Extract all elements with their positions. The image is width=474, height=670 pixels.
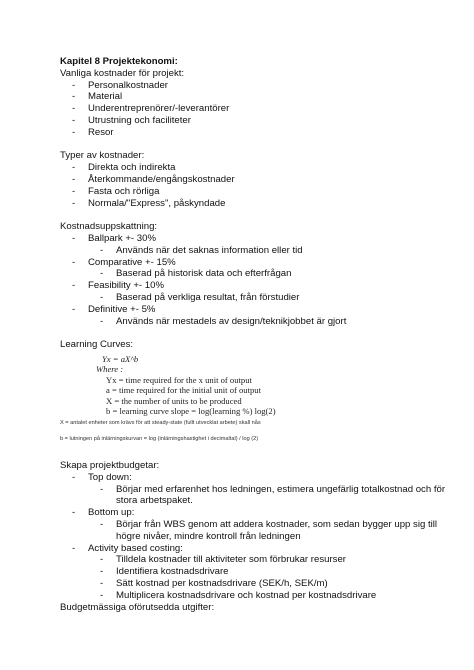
list-item: - Feasibility +- 10% — [72, 280, 164, 292]
estimation-title: Kostnadsuppskattning: — [60, 221, 158, 233]
list-subitem: - Tilldela kostnader till aktiviteter som förbrukar resurser — [100, 554, 346, 566]
list-item: - Resor — [72, 126, 114, 138]
learning-curve-formula — [88, 354, 276, 416]
list-item: - Comparative +- 15% — [72, 256, 176, 268]
list-item: - Utrustning och faciliteter — [72, 114, 191, 126]
note-b: b = lutningen på inlärningskurvan = log (inlärningshastighet i decimaltal) / log (2) — [60, 436, 259, 442]
list-subitem: - Börjar från WBS genom att addera kostnader, som sedan bygger upp sig till högre nivåer, mindre kontroll från ledningen — [100, 518, 438, 542]
formula-def: a = time required for the initial unit of output — [106, 385, 261, 396]
page-heading: Kapitel 8 Projektekonomi: — [60, 56, 178, 67]
list-subitem: - Används när det saknas information eller tid — [100, 244, 303, 256]
list-subitem: - Sätt kostnad per kostnadsdrivare (SEK/h, SEK/m) — [100, 577, 328, 589]
list-item: - Material — [72, 91, 123, 103]
list-item: - Underentreprenörer/-leverantörer — [72, 103, 230, 115]
types-title: Typer av kostnader: — [60, 150, 145, 162]
costs-title: Vanliga kostnader för projekt: — [60, 67, 185, 79]
list-item: - Definitive +- 5% — [72, 303, 156, 315]
list-subitem: - Börjar med erfarenhet hos ledningen, estimera ungefärlig totalkostnad och för stora arbetspaket. — [100, 483, 446, 507]
formula-def: b = learning curve slope = log(learning %) log(2) — [106, 406, 276, 417]
list-item: - Activity based costing: — [72, 542, 183, 554]
list-item: - Ballpark +- 30% — [72, 232, 156, 244]
formula-where: Where : — [96, 364, 124, 375]
list-item: - Normala/"Express", påskyndade — [72, 197, 226, 209]
section-budget — [60, 460, 454, 613]
list-item: - Bottom up: — [72, 507, 135, 519]
budget-title: Skapa projektbudgetar: — [60, 460, 160, 471]
list-subitem: - Baserad på historisk data och efterfrågan — [100, 268, 292, 280]
list-subitem: - Används när mestadels av design/teknikjobbet är gjort — [100, 315, 347, 327]
list-subitem: - Baserad på verkliga resultat, från förstudier — [100, 291, 300, 303]
formula-equation: Yx = aX^b — [102, 354, 139, 364]
list-item: - Fasta och rörliga — [72, 185, 160, 197]
list-item: - Direkta och indirekta — [72, 162, 176, 174]
note-x: X = antalet enheter som krävs för att steady-state (fullt utvecklat arbete) skall nås — [60, 420, 261, 426]
list-subitem: - Identifiera kostnadsdrivare — [100, 566, 229, 578]
formula-def: Yx = time required for the x unit of output — [106, 374, 252, 385]
list-item: - Top down: — [72, 471, 132, 483]
formula-def: X = the number of units to be produced — [106, 395, 242, 406]
learning-title: Learning Curves: — [60, 339, 134, 351]
list-item: - Återkommande/engångskostnader — [72, 173, 235, 185]
section-intro — [60, 56, 454, 351]
list-item: - Personalkostnader — [72, 79, 168, 91]
budget-footer: Budgetmässiga oförutsedda utgifter: — [60, 601, 215, 613]
list-subitem: - Multiplicera kostnadsdrivare och kostnad per kostnadsdrivare — [100, 589, 377, 601]
